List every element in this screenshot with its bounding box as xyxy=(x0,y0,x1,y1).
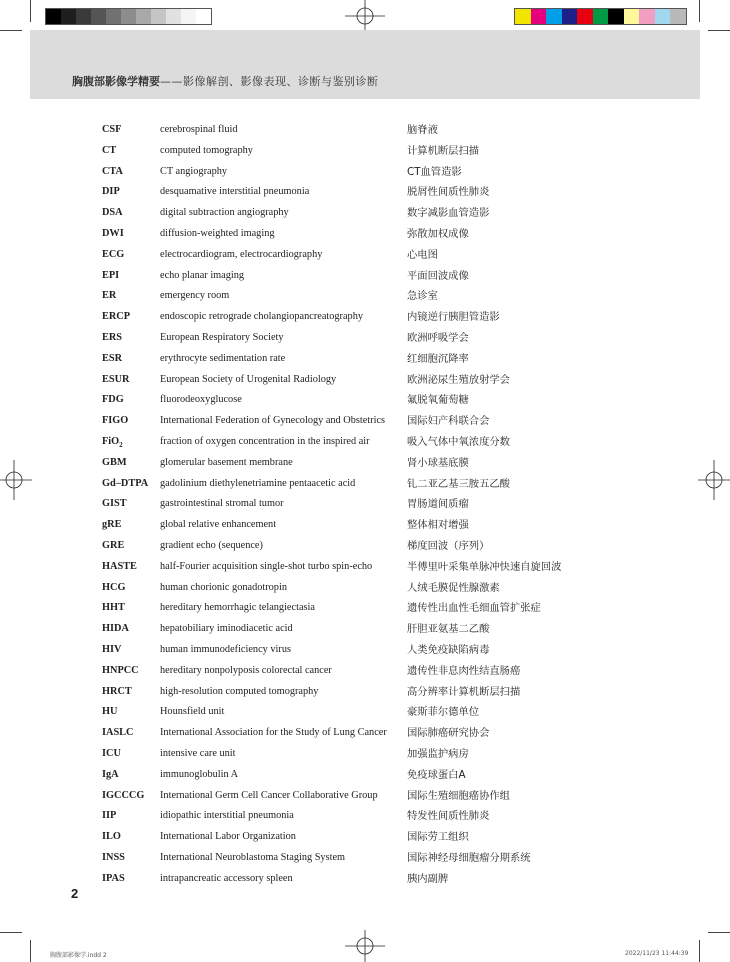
english-term: emergency room xyxy=(160,290,230,302)
color-swatch xyxy=(655,9,671,24)
abbreviation: DWI xyxy=(102,227,124,239)
chinese-term: 高分辨率计算机断层扫描 xyxy=(407,685,521,698)
chinese-term: 豪斯菲尔德单位 xyxy=(407,706,480,719)
chinese-term: 人绒毛膜促性腺激素 xyxy=(407,581,500,594)
list-item xyxy=(102,536,602,557)
color-swatch xyxy=(593,9,609,24)
chinese-term: 梯度回波（序列） xyxy=(407,539,490,552)
abbreviation: ERCP xyxy=(102,311,131,323)
crop-mark xyxy=(708,932,730,933)
color-calibration-bar xyxy=(514,8,687,25)
gray-swatch xyxy=(46,9,61,24)
chinese-term: 脱屑性间质性肺炎 xyxy=(407,186,490,199)
chinese-term: 加强监护病房 xyxy=(407,747,469,760)
chinese-term: 国际神经母细胞瘤分期系统 xyxy=(407,851,531,864)
color-swatch xyxy=(639,9,655,24)
list-item xyxy=(102,162,602,183)
abbreviation: GRE xyxy=(102,539,125,551)
abbreviation: FiO$_2$ xyxy=(102,435,123,449)
list-item xyxy=(102,370,602,391)
gray-swatch xyxy=(76,9,91,24)
english-term: gadolinium diethylenetriamine pentaacetic acid xyxy=(160,477,356,489)
gray-swatch xyxy=(181,9,196,24)
chinese-term: 国际肺癌研究协会 xyxy=(407,727,490,740)
english-term: erythrocyte sedimentation rate xyxy=(160,352,286,364)
english-term: fraction of oxygen concentration in the inspired air xyxy=(160,435,370,447)
abbreviation: Gd–DTPA xyxy=(102,477,149,489)
chinese-term: 心电图 xyxy=(407,248,438,261)
chinese-term: 整体相对增强 xyxy=(407,519,469,532)
chinese-term: 遗传性出血性毛细血管扩张症 xyxy=(407,602,541,615)
color-swatch xyxy=(546,9,562,24)
abbreviation: ESUR xyxy=(102,373,130,385)
abbreviation: IPAS xyxy=(102,872,125,884)
chinese-term: 胃肠道间质瘤 xyxy=(407,498,469,511)
english-term: immunoglobulin A xyxy=(160,768,239,780)
list-item xyxy=(102,245,602,266)
english-term: human chorionic gonadotropin xyxy=(160,581,287,593)
english-term: Hounsfield unit xyxy=(160,706,225,718)
gray-swatch xyxy=(196,9,211,24)
list-item xyxy=(102,266,602,287)
gray-swatch xyxy=(166,9,181,24)
color-swatch xyxy=(670,9,686,24)
abbreviation: CTA xyxy=(102,165,123,177)
abbreviation: ERS xyxy=(102,331,123,343)
color-swatch xyxy=(608,9,624,24)
english-term: endoscopic retrograde cholangiopancreatography xyxy=(160,311,363,323)
list-item xyxy=(102,203,602,224)
english-term: human immunodeficiency virus xyxy=(160,643,291,655)
chinese-term: 内镜逆行胰胆管造影 xyxy=(407,311,500,324)
english-term: gastrointestinal stromal tumor xyxy=(160,498,284,510)
list-item xyxy=(102,494,602,515)
abbreviation: ER xyxy=(102,290,117,302)
footer-timestamp: 2022/11/23 11:44:39 xyxy=(625,950,689,957)
color-swatch xyxy=(531,9,547,24)
list-item xyxy=(102,224,602,245)
page-number: 2 xyxy=(71,886,79,901)
abbreviation: ILO xyxy=(102,831,121,843)
list-item xyxy=(102,390,602,411)
grayscale-calibration-bar xyxy=(45,8,212,25)
list-item xyxy=(102,765,602,786)
list-item xyxy=(102,141,602,162)
chinese-term: 国际劳工组织 xyxy=(407,831,469,844)
crop-mark xyxy=(30,940,31,962)
english-term: intrapancreatic accessory spleen xyxy=(160,872,293,884)
english-term: diffusion-weighted imaging xyxy=(160,227,275,239)
english-term: International Federation of Gynecology and Obstetrics xyxy=(160,415,386,427)
list-item xyxy=(102,598,602,619)
abbreviation: HCG xyxy=(102,581,126,593)
list-item xyxy=(102,349,602,370)
chinese-term: 胰内副脾 xyxy=(407,872,449,885)
abbreviation: CT xyxy=(102,144,117,156)
english-term: hepatobiliary iminodiacetic acid xyxy=(160,623,293,635)
english-term: half-Fourier acquisition single-shot turbo spin-echo xyxy=(160,560,373,572)
list-item xyxy=(102,827,602,848)
chinese-term: 脑脊液 xyxy=(407,124,438,136)
registration-mark-bottom xyxy=(345,930,385,962)
abbreviation: IgA xyxy=(102,768,119,780)
list-item xyxy=(102,869,602,890)
gray-swatch xyxy=(61,9,76,24)
list-item xyxy=(102,682,602,703)
english-term: European Respiratory Society xyxy=(160,331,284,343)
list-item xyxy=(102,848,602,869)
abbreviation: HIDA xyxy=(102,623,129,635)
english-term: European Society of Urogenital Radiology xyxy=(160,373,337,385)
chinese-term: 红细胞沉降率 xyxy=(407,352,469,365)
chinese-term: 国际生殖细胞癌协作组 xyxy=(407,789,510,802)
book-title: 胸腹部影像学精要 xyxy=(72,75,160,88)
abbreviation-list xyxy=(102,120,602,889)
list-item xyxy=(102,744,602,765)
list-item xyxy=(102,120,602,141)
abbreviation: ICU xyxy=(102,747,121,759)
chinese-term: 急诊室 xyxy=(407,290,438,303)
abbreviation: IIP xyxy=(102,810,117,822)
chinese-term: 吸入气体中氧浓度分数 xyxy=(407,435,510,448)
abbreviation: ESR xyxy=(102,352,123,364)
english-term: gradient echo (sequence) xyxy=(160,539,263,551)
list-item xyxy=(102,661,602,682)
list-item xyxy=(102,723,602,744)
chinese-term: 钆二亚乙基三胺五乙酸 xyxy=(407,477,510,490)
english-term: global relative enhancement xyxy=(160,519,277,531)
abbreviation: gRE xyxy=(102,519,122,531)
crop-mark xyxy=(699,940,700,962)
abbreviation-subscript: 2 xyxy=(119,441,123,449)
abbreviation: FDG xyxy=(102,394,124,406)
list-item xyxy=(102,806,602,827)
list-item xyxy=(102,453,602,474)
gray-swatch xyxy=(136,9,151,24)
english-term: desquamative interstitial pneumonia xyxy=(160,186,310,198)
english-term: computed tomography xyxy=(160,144,253,156)
footer-file-name: 胸腹部影像学.indd 2 xyxy=(50,952,107,959)
english-term: International Germ Cell Cancer Collaborative Group xyxy=(160,789,378,801)
english-term: hereditary hemorrhagic telangiectasia xyxy=(160,602,315,614)
list-item xyxy=(102,557,602,578)
english-term: CT angiography xyxy=(160,165,228,177)
abbreviation: IASLC xyxy=(102,727,134,739)
english-term: electrocardiogram, electrocardiography xyxy=(160,248,323,260)
abbreviation: HNPCC xyxy=(102,664,139,676)
list-item xyxy=(102,515,602,536)
chinese-term: 半傅里叶采集单脉冲快速自旋回波 xyxy=(407,560,562,573)
english-term: fluorodeoxyglucose xyxy=(160,394,242,406)
abbreviation: ECG xyxy=(102,248,125,260)
chinese-term: 欧洲呼吸学会 xyxy=(407,331,469,344)
english-term: digital subtraction angiography xyxy=(160,207,289,219)
abbreviation: CSF xyxy=(102,124,122,135)
list-item xyxy=(102,474,602,495)
chinese-term: 特发性间质性肺炎 xyxy=(407,810,490,823)
list-item xyxy=(102,432,602,453)
chinese-term: 免疫球蛋白A xyxy=(407,768,466,781)
list-item xyxy=(102,182,602,203)
color-swatch xyxy=(577,9,593,24)
chinese-term: 计算机断层扫描 xyxy=(407,144,480,157)
english-term: International Association for the Study of Lung Cancer xyxy=(160,727,387,739)
chinese-term: CT血管造影 xyxy=(407,165,462,178)
chinese-term: 遗传性非息肉性结直肠癌 xyxy=(407,664,521,677)
color-swatch xyxy=(562,9,578,24)
color-swatch xyxy=(624,9,640,24)
gray-swatch xyxy=(151,9,166,24)
crop-mark xyxy=(30,0,31,22)
chinese-term: 欧洲泌尿生殖放射学会 xyxy=(407,373,510,386)
abbreviation: GIST xyxy=(102,498,127,510)
chinese-term: 肾小球基底膜 xyxy=(407,456,469,469)
registration-mark-top xyxy=(345,0,385,32)
abbreviation: DIP xyxy=(102,186,120,198)
chinese-term: 平面回波成像 xyxy=(407,269,469,282)
list-item xyxy=(102,619,602,640)
gray-swatch xyxy=(106,9,121,24)
list-item xyxy=(102,286,602,307)
book-subtitle: ——影像解剖、影像表现、诊断与鉴别诊断 xyxy=(160,75,379,88)
chinese-term: 国际妇产科联合会 xyxy=(407,415,490,428)
gray-swatch xyxy=(121,9,136,24)
crop-mark xyxy=(0,932,22,933)
abbreviation: HIV xyxy=(102,643,122,655)
english-term: International Labor Organization xyxy=(160,831,296,843)
chinese-term: 氟脱氧葡萄糖 xyxy=(407,394,469,407)
list-item xyxy=(102,640,602,661)
english-term: hereditary nonpolyposis colorectal cancer xyxy=(160,664,332,676)
english-term: echo planar imaging xyxy=(160,269,245,281)
color-swatch xyxy=(515,9,531,24)
abbreviation: HRCT xyxy=(102,685,132,697)
english-term: glomerular basement membrane xyxy=(160,456,293,468)
running-header xyxy=(72,73,379,89)
abbreviation: INSS xyxy=(102,851,125,863)
abbreviation: FIGO xyxy=(102,415,129,427)
abbreviation: EPI xyxy=(102,269,120,281)
crop-mark xyxy=(708,30,730,31)
abbreviation: HASTE xyxy=(102,560,137,572)
crop-mark xyxy=(0,30,22,31)
list-item xyxy=(102,786,602,807)
registration-mark-right xyxy=(698,460,730,500)
list-item xyxy=(102,702,602,723)
registration-mark-left xyxy=(0,460,32,500)
abbreviation: HHT xyxy=(102,602,125,614)
crop-mark xyxy=(699,0,700,22)
abbreviation: DSA xyxy=(102,207,123,219)
abbreviation: IGCCCG xyxy=(102,789,145,801)
list-item xyxy=(102,578,602,599)
english-term: intensive care unit xyxy=(160,747,236,759)
chinese-term: 弥散加权成像 xyxy=(407,227,469,240)
chinese-term: 人类免疫缺陷病毒 xyxy=(407,643,490,656)
english-term: high-resolution computed tomography xyxy=(160,685,319,697)
list-item xyxy=(102,411,602,432)
chinese-term: 肝胆亚氨基二乙酸 xyxy=(407,623,490,636)
list-item xyxy=(102,307,602,328)
list-item xyxy=(102,328,602,349)
gray-swatch xyxy=(91,9,106,24)
english-term: cerebrospinal fluid xyxy=(160,124,238,135)
english-term: International Neuroblastoma Staging System xyxy=(160,851,346,863)
abbreviation: GBM xyxy=(102,456,127,468)
chinese-term: 数字减影血管造影 xyxy=(407,207,490,220)
english-term: idiopathic interstitial pneumonia xyxy=(160,810,294,822)
abbreviation: HU xyxy=(102,706,118,718)
